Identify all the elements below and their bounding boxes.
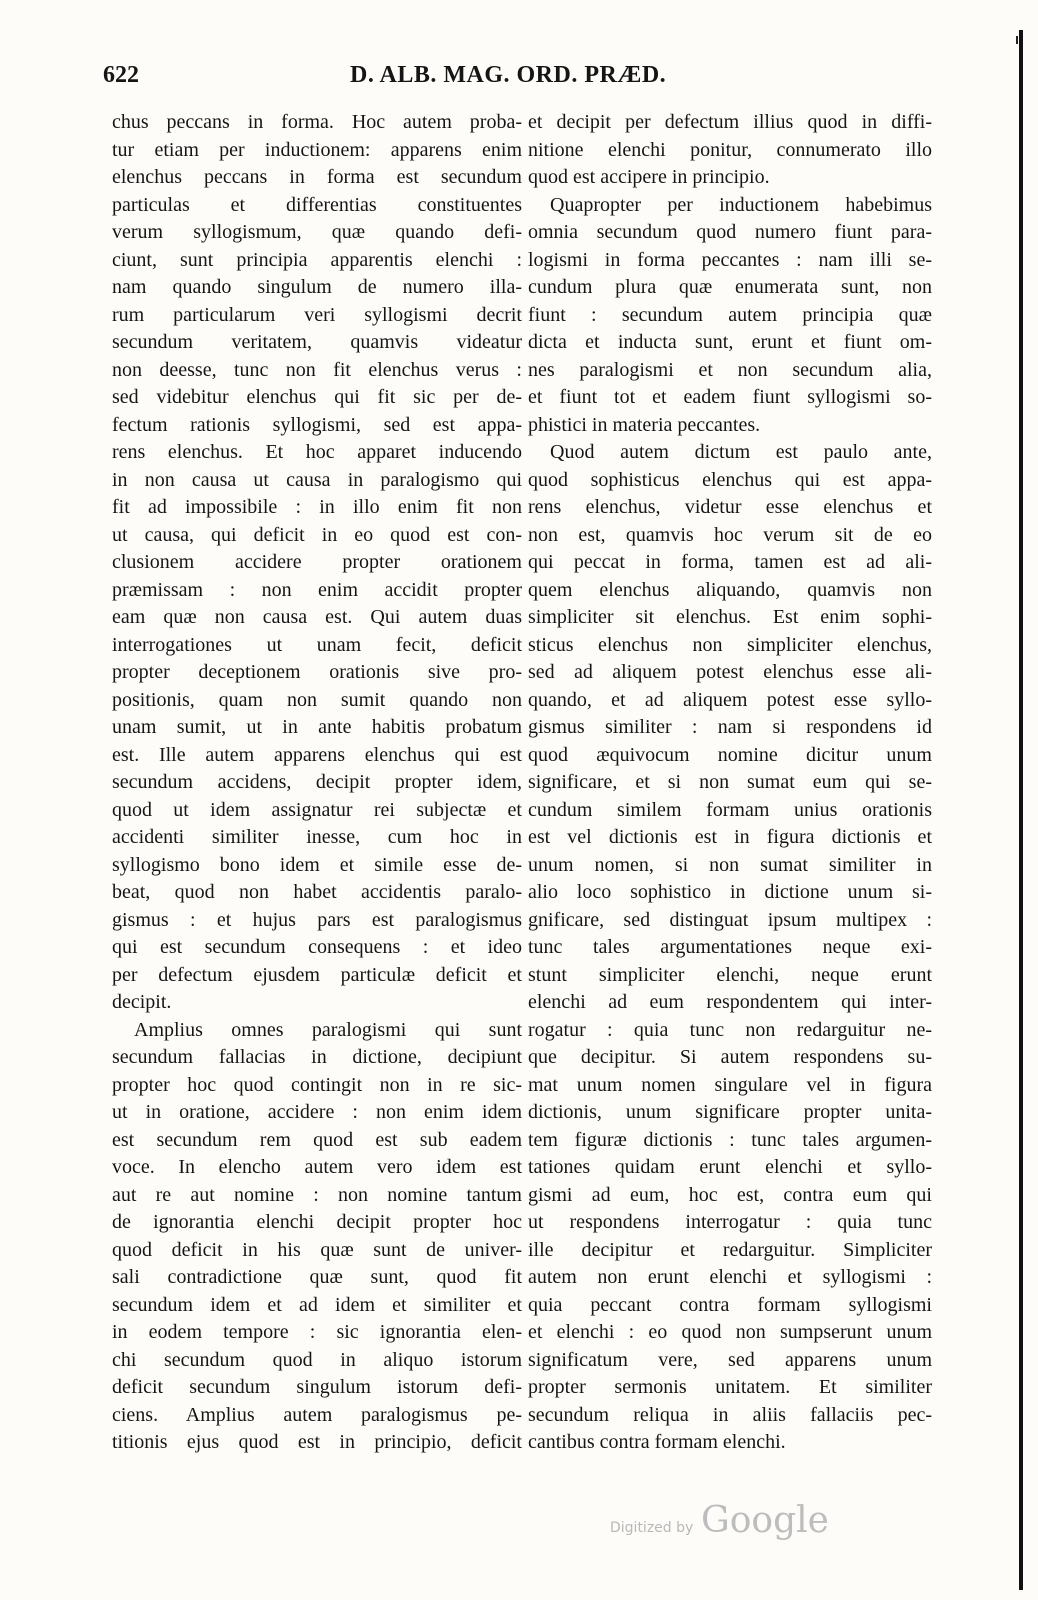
- text-line: quem elenchus aliquando, quamvis non: [528, 578, 932, 601]
- text-line: fectum rationis syllogismi, sed est appa-: [112, 413, 522, 436]
- text-line: positionis, quam non sumit quando non: [112, 688, 522, 711]
- text-line: omnia secundum quod numero fiunt para-: [528, 221, 932, 243]
- text-line: verum syllogismum, quæ quando defi-: [112, 221, 522, 243]
- digitized-label: Digitized by: [610, 1520, 694, 1536]
- text-line: Amplius omnes paralogismi qui sunt: [134, 1018, 522, 1041]
- text-line: quod ut idem assignatur rei subjectæ et: [112, 798, 522, 821]
- text-line: gismi ad eum, hoc est, contra eum qui: [528, 1183, 932, 1206]
- text-line: sed ad aliquem potest elenchus esse ali-: [528, 661, 932, 683]
- text-line: sali contradictione quæ sunt, quod fit: [112, 1266, 522, 1288]
- text-line: alio loco sophistico in dictione unum si-: [528, 881, 932, 903]
- text-line: elenchus peccans in forma est secundum: [112, 166, 522, 188]
- text-line: decipit.: [112, 991, 172, 1013]
- text-line: præmissam : non enim accidit propter: [112, 578, 522, 601]
- text-line: quod est accipere in principio.: [528, 166, 770, 188]
- text-line: ut in oratione, accidere : non enim idem: [112, 1101, 522, 1123]
- text-line: rogatur : quia tunc non redarguitur ne-: [528, 1018, 932, 1041]
- text-line: chi secundum quod in aliquo istorum: [112, 1348, 522, 1371]
- text-line: est vel dictionis est in figura dictionis et: [528, 826, 932, 848]
- text-line: stunt simpliciter elenchi, neque erunt: [528, 963, 932, 986]
- text-line: que decipitur. Si autem respondens su-: [528, 1046, 932, 1068]
- text-column-right: [528, 109, 932, 1457]
- page-edge-line: [1019, 30, 1023, 1590]
- text-line: unum nomen, si non sumat similiter in: [528, 853, 932, 876]
- text-line: gismus : et hujus pars est paralogismus: [112, 908, 522, 931]
- text-line: et fiunt tot et eadem fiunt syllogismi so-: [528, 386, 932, 408]
- text-line: ut respondens interrogatur : quia tunc: [528, 1211, 932, 1233]
- text-line: accidenti similiter inesse, cum hoc in: [112, 826, 522, 848]
- text-line: propter sermonis unitatem. Et similiter: [528, 1376, 932, 1398]
- text-line: nam quando singulum de numero illa-: [112, 276, 522, 298]
- running-head: D. ALB. MAG. ORD. PRÆD.: [350, 62, 667, 88]
- text-line: titionis ejus quod est in principio, deficit: [112, 1431, 522, 1453]
- text-line: sticus elenchus non simpliciter elenchus,: [528, 633, 932, 656]
- text-line: de ignorantia elenchi decipit propter hoc: [112, 1211, 522, 1233]
- text-line: secundum idem et ad idem et similiter et: [112, 1293, 522, 1316]
- text-line: quando, et ad aliquem potest esse syllo-: [528, 688, 932, 711]
- text-line: in non causa ut causa in paralogismo qui: [112, 468, 522, 491]
- google-logo: Google: [701, 1500, 829, 1541]
- text-line: propter deceptionem orationis sive pro-: [112, 661, 522, 683]
- text-line: sed videbitur elenchus qui fit sic per de-: [112, 386, 522, 408]
- text-line: rens elenchus, videtur esse elenchus et: [528, 496, 932, 518]
- text-line: nes paralogismi et non secundum alia,: [528, 358, 932, 381]
- text-line: quod æquivocum nomine dicitur unum: [528, 743, 932, 766]
- text-column-left: [112, 109, 522, 1457]
- text-line: per defectum ejusdem particulæ deficit et: [112, 963, 522, 986]
- text-line: et elenchi : eo quod non sumpserunt unum: [528, 1321, 932, 1343]
- text-line: nitione elenchi ponitur, connumerato illo: [528, 138, 932, 161]
- text-line: secundum fallacias in dictione, decipiunt: [112, 1046, 522, 1068]
- text-line: ciens. Amplius autem paralogismus pe-: [112, 1403, 522, 1426]
- text-line: syllogismo bono idem et simile esse de-: [112, 853, 522, 876]
- text-line: interrogationes ut unam fecit, deficit: [112, 633, 522, 656]
- text-line: gismus similiter : nam si respondens id: [528, 716, 932, 738]
- text-line: cundum similem formam unius orationis: [528, 798, 932, 821]
- text-line: logismi in forma peccantes : nam illi se-: [528, 248, 932, 271]
- text-line: tur etiam per inductionem: apparens enim: [112, 138, 522, 161]
- text-line: significatum vere, sed apparens unum: [528, 1348, 932, 1371]
- text-line: ciunt, sunt principia apparentis elenchi :: [112, 248, 522, 271]
- text-line: dictionis, unum significare propter unita-: [528, 1101, 932, 1123]
- text-line: cantibus contra formam elenchi.: [528, 1431, 786, 1453]
- text-line: gnificare, sed distinguat ipsum multipex :: [528, 908, 932, 931]
- page-header: [0, 58, 1038, 98]
- digitized-watermark: [610, 1500, 840, 1550]
- text-line: tem figuræ dictionis : tunc tales argumen-: [528, 1128, 932, 1151]
- text-line: mat unum nomen singulare vel in figura: [528, 1073, 932, 1096]
- text-line: secundum veritatem, quamvis videatur: [112, 331, 522, 353]
- text-line: elenchi ad eum respondentem qui inter-: [528, 991, 932, 1013]
- text-line: fit ad impossibile : in illo enim fit non: [112, 496, 522, 518]
- text-line: significare, et si non sumat eum qui se-: [528, 771, 932, 793]
- text-line: Quod autem dictum est paulo ante,: [550, 441, 932, 463]
- text-line: deficit secundum singulum istorum defi-: [112, 1376, 522, 1398]
- text-line: unam sumit, ut in ante habitis probatum: [112, 716, 522, 738]
- text-line: est. Ille autem apparens elenchus qui est: [112, 743, 522, 766]
- text-line: fiunt : secundum autem principia quæ: [528, 303, 932, 326]
- text-line: ut causa, qui deficit in eo quod est con-: [112, 523, 522, 546]
- text-line: aut re aut nomine : non nomine tantum: [112, 1183, 522, 1206]
- text-line: simpliciter sit elenchus. Est enim sophi-: [528, 606, 932, 628]
- text-line: non deesse, tunc non fit elenchus verus :: [112, 358, 522, 381]
- text-line: phistici in materia peccantes.: [528, 413, 761, 436]
- page-edge-tick: [1016, 36, 1018, 44]
- text-line: in eodem tempore : sic ignorantia elen-: [112, 1321, 522, 1343]
- text-line: est secundum rem quod est sub eadem: [112, 1128, 522, 1151]
- text-line: eam quæ non causa est. Qui autem duas: [112, 606, 522, 628]
- text-line: quod sophisticus elenchus qui est appa-: [528, 468, 932, 491]
- text-line: chus peccans in forma. Hoc autem proba-: [112, 111, 522, 133]
- text-line: tationes quidam erunt elenchi et syllo-: [528, 1156, 932, 1178]
- text-line: beat, quod non habet accidentis paralo-: [112, 881, 522, 903]
- text-line: propter hoc quod contingit non in re sic-: [112, 1073, 522, 1096]
- text-line: quod deficit in his quæ sunt de univer-: [112, 1238, 522, 1261]
- text-line: tunc tales argumentationes neque exi-: [528, 936, 932, 958]
- text-line: voce. In elencho autem vero idem est: [112, 1156, 522, 1178]
- text-line: dicta et inducta sunt, erunt et fiunt om-: [528, 331, 932, 353]
- text-line: clusionem accidere propter orationem: [112, 551, 522, 573]
- page-number: 622: [103, 62, 139, 88]
- text-line: qui est secundum consequens : et ideo: [112, 936, 522, 958]
- text-line: secundum accidens, decipit propter idem,: [112, 771, 522, 793]
- text-line: Quapropter per inductionem habebimus: [550, 193, 932, 216]
- text-line: ille decipitur et redarguitur. Simpliciter: [528, 1238, 932, 1261]
- text-line: particulas et differentias constituentes: [112, 193, 522, 216]
- text-line: non est, quamvis hoc verum sit de eo: [528, 523, 932, 546]
- text-line: qui peccat in forma, tamen est ad ali-: [528, 551, 932, 573]
- text-line: cundum plura quæ enumerata sunt, non: [528, 276, 932, 298]
- text-line: rum particularum veri syllogismi decrit: [112, 303, 522, 326]
- text-line: secundum reliqua in aliis fallaciis pec-: [528, 1403, 932, 1426]
- text-line: et decipit per defectum illius quod in diffi-: [528, 111, 932, 133]
- text-line: quia peccant contra formam syllogismi: [528, 1293, 932, 1316]
- text-line: rens elenchus. Et hoc apparet inducendo: [112, 441, 522, 463]
- text-line: autem non erunt elenchi et syllogismi :: [528, 1266, 932, 1288]
